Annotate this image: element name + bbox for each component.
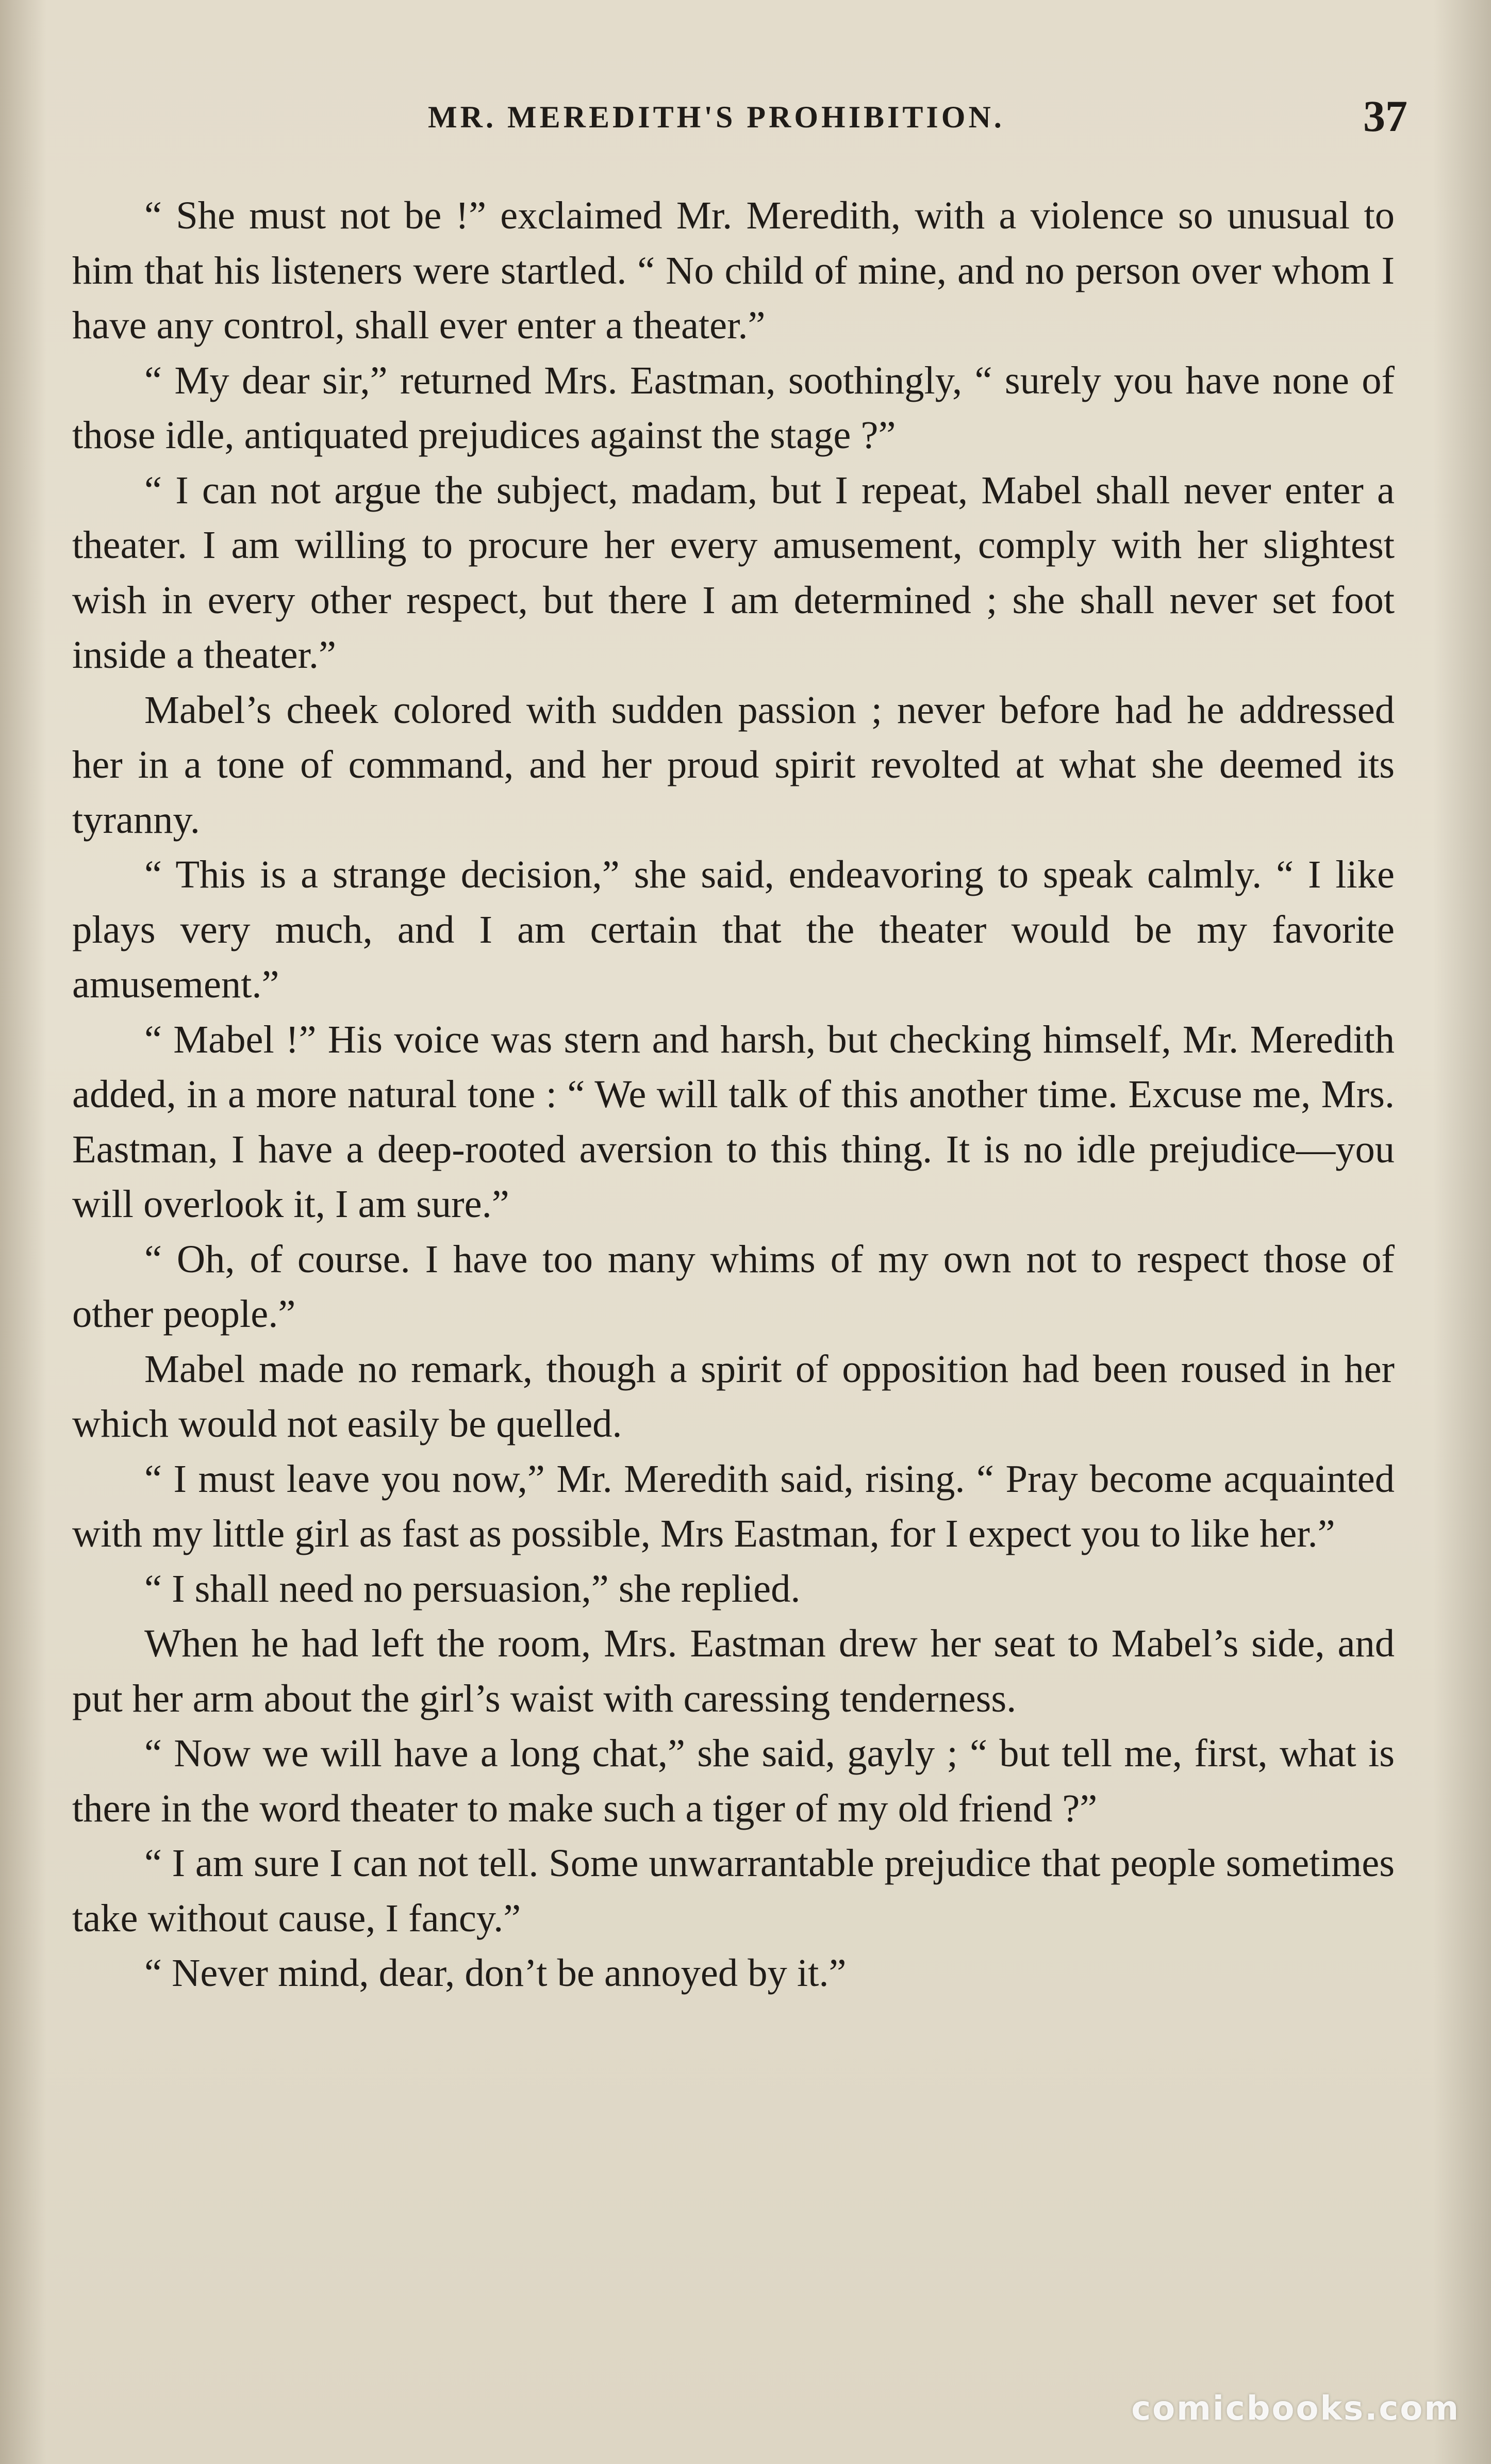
paragraph: “ I am sure I can not tell. Some unwarrantable prejudice that people sometimes take without cause, I fancy.” [72, 1841, 1395, 1940]
paragraph: “ Oh, of course. I have too many whims of my own not to respect those of other people.” [72, 1237, 1395, 1336]
paragraph: “ She must not be !” exclaimed Mr. Meredith, with a violence so unusual to him that his listeners were startled. “ No child of mine, and no person over whom I have any control, shall ever enter a theater.” [72, 193, 1395, 347]
paragraph: Mabel’s cheek colored with sudden passion ; never before had he addressed her in a tone of command, and her proud spirit revolted at what she deemed its tyranny. [72, 687, 1395, 842]
page-number: 37 [1363, 91, 1407, 141]
paragraph: “ I must leave you now,” Mr. Meredith said, rising. “ Pray become acquainted with my little girl as fast as possible, Mrs Eastman, for I expect you to like her.” [72, 1456, 1395, 1555]
paragraph: “ My dear sir,” returned Mrs. Eastman, soothingly, “ surely you have none of those idle, antiquated prejudices against the stage ?” [72, 358, 1395, 457]
paragraph: When he had left the room, Mrs. Eastman drew her seat to Mabel’s side, and put her arm about the girl’s waist with caressing tenderness. [72, 1621, 1395, 1720]
watermark: comicbooks.com [1131, 2390, 1460, 2428]
page-header [428, 90, 1407, 147]
running-title: MR. MEREDITH'S PROHIBITION. [428, 100, 1005, 134]
paragraph: “ Now we will have a long chat,” she said, gayly ; “ but tell me, first, what is there in the word theater to make such a tiger of my old friend ?” [72, 1731, 1395, 1830]
paragraph: “ Mabel !” His voice was stern and harsh, but checking himself, Mr. Meredith added, in a more natural tone : “ We will talk of this another time. Excuse me, Mrs. Eastman, I have a deep-rooted aversion to this thing. It is no idle prejudice—you will overlook it, I am sure.” [72, 1017, 1395, 1226]
paragraph: “ This is a strange decision,” she said, endeavoring to speak calmly. “ I like plays very much, and I am certain that the theater would be my favorite amusement.” [72, 852, 1395, 1006]
paragraph: “ Never mind, dear, don’t be annoyed by it.” [144, 1951, 847, 1995]
paragraph: “ I shall need no persuasion,” she replied. [144, 1566, 801, 1611]
body-text [72, 188, 1395, 2001]
paragraph: Mabel made no remark, though a spirit of opposition had been roused in her which would not easily be quelled. [72, 1346, 1395, 1445]
paragraph: “ I can not argue the subject, madam, but I repeat, Mabel shall never enter a theater. I am willing to procure her every amusement, comply with her slightest wish in every other respect, but there I am determined ; she shall never set foot inside a theater.” [72, 468, 1395, 677]
